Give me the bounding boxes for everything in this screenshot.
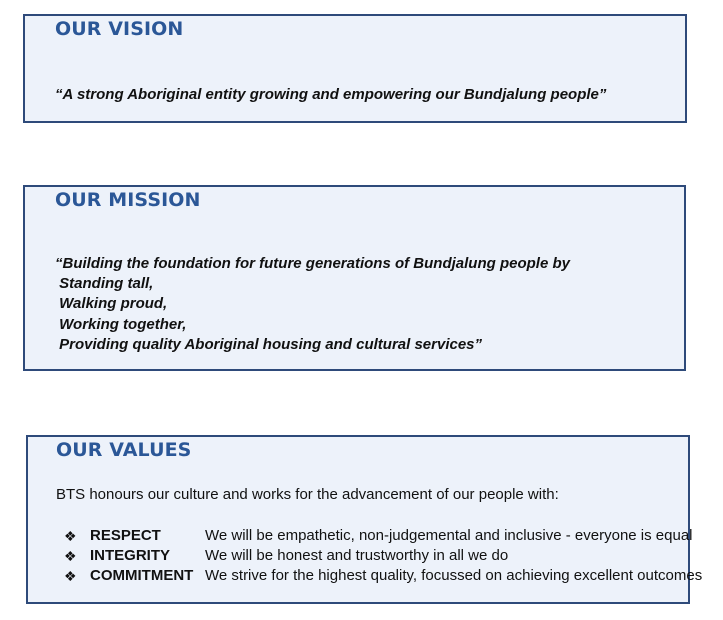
value-description: We strive for the highest quality, focussed on achieving excellent outcomes [205,567,703,584]
values-intro: BTS honours our culture and works for the advancement of our people with: [56,486,559,503]
value-name: COMMITMENT [90,567,194,584]
vision-heading: OUR VISION [55,18,184,40]
mission-line: Standing tall, [55,275,154,292]
values-heading: OUR VALUES [56,439,192,461]
mission-line: Walking proud, [55,295,168,312]
value-description: We will be honest and trustworthy in all we do [205,547,509,564]
mission-line: Working together, [55,316,187,333]
diamond-bullet-icon: ❖ [64,528,77,544]
mission-line: “Building the foundation for future generations of Bundjalung people by [55,255,570,272]
diamond-bullet-icon: ❖ [64,568,77,584]
vision-statement: “A strong Aboriginal entity growing and empowering our Bundjalung people” [55,86,607,103]
values-box [26,435,703,604]
value-name: RESPECT [90,527,161,544]
mission-box [23,185,686,371]
value-name: INTEGRITY [90,547,171,564]
mission-heading: OUR MISSION [55,189,201,211]
mission-line: Providing quality Aboriginal housing and cultural services” [55,336,483,353]
diamond-bullet-icon: ❖ [64,548,77,564]
value-description: We will be empathetic, non-judgemental and inclusive - everyone is equal [205,527,693,544]
vision-box [23,14,687,123]
